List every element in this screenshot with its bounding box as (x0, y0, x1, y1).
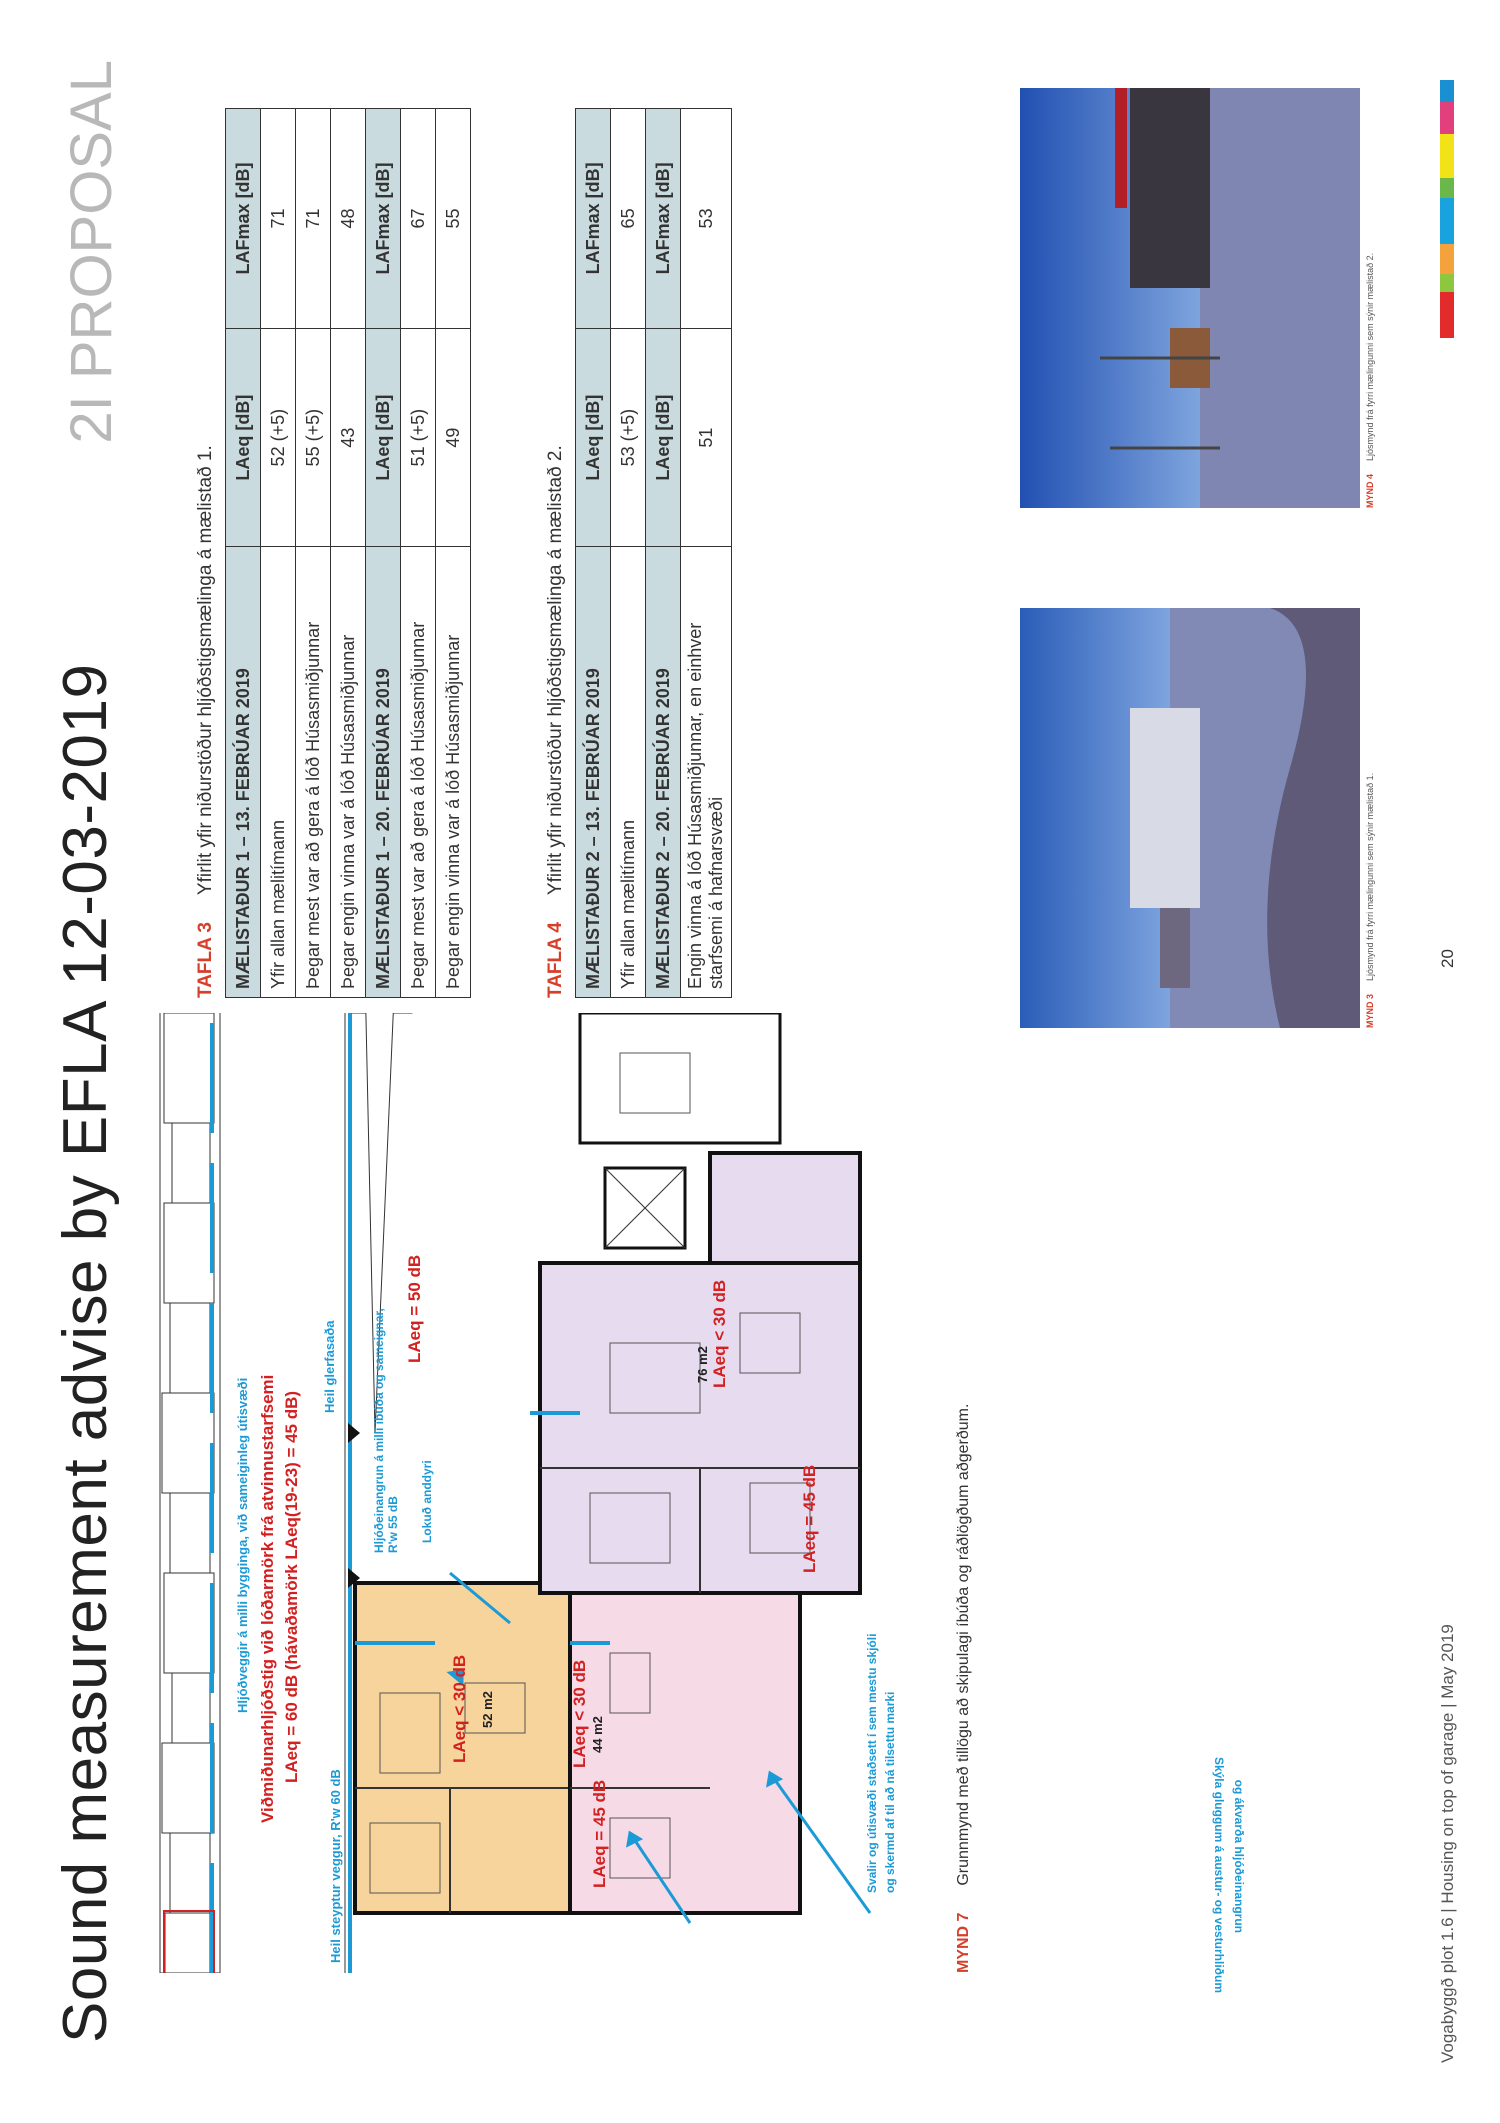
table-4-heading (545, 108, 567, 998)
table-cell-label: Þegar mest var að gera á lóð Húsasmiðjunnar (296, 547, 331, 998)
table-cell-value: LAeq [dB] (366, 328, 401, 547)
table-4-caption: Yfirlit yfir niðurstöður hljóðstigsmælinga á mælistað 2. (545, 445, 566, 896)
photo-mynd-3-label: MYND 3 (1365, 993, 1375, 1028)
table-cell-label: MÆLISTAÐUR 2 – 13. FEBRÚAR 2019 (576, 547, 611, 998)
table-3-caption: Yfirlit yfir niðurstöður hljóðstigsmælinga á mælistað 1. (195, 445, 216, 896)
photo-mynd-4-label: MYND 4 (1365, 473, 1375, 508)
table-cell-value: LAFmax [dB] (646, 109, 681, 329)
table-cell-label: Engin vinna á lóð Húsasmiðjunnar, en einhver starfsemi á hafnarsvæði (681, 547, 732, 998)
table-cell-value: 67 (401, 109, 436, 329)
table-cell-value: 48 (331, 109, 366, 329)
table-cell-value: 71 (261, 109, 296, 329)
noise-limit-line2: LAeq = 60 dB (hávaðamörk LAeq(19-23) = 45 dB) (282, 1390, 301, 1783)
photo-mynd-3-text: Ljósmynd frá fyrri mælingunni sem sýnir mælistað 1. (1365, 772, 1375, 981)
page-title: Sound measurement advise by EFLA 12-03-2019 (51, 663, 120, 2043)
photo-mynd-3 (1020, 608, 1360, 1028)
table-3-heading (195, 108, 217, 998)
table-cell-value: 52 (+5) (261, 328, 296, 547)
balcony-label-line2: og skermd af til að ná tilsettu marki (883, 1691, 897, 1893)
photo-mynd-3-caption (1365, 773, 1375, 1028)
table-cell-value: 65 (611, 109, 646, 329)
table-header-row (576, 109, 611, 998)
table-row (436, 109, 471, 998)
table-cell-label: MÆLISTAÐUR 2 – 20. FEBRÚAR 2019 (646, 547, 681, 998)
concrete-wall-label: Heil steyptur veggur, R'w 60 dB (328, 1769, 343, 1963)
area-52-label: 52 m2 (480, 1691, 495, 1728)
laeq-30-label-b: LAeq < 30 dB (570, 1659, 589, 1768)
section-label: 2I PROPOSAL (59, 60, 124, 444)
table-cell-label: MÆLISTAÐUR 1 – 20. FEBRÚAR 2019 (366, 547, 401, 998)
color-bar-segment (1440, 134, 1454, 178)
table-cell-label: Þegar mest var að gera á lóð Húsasmiðjunnar (401, 547, 436, 998)
table-cell-value: LAFmax [dB] (226, 109, 261, 329)
figure-7-label: MYND 7 (955, 1912, 972, 1973)
table-cell-label: MÆLISTAÐUR 1 – 13. FEBRÚAR 2019 (226, 547, 261, 998)
color-bar-segment (1440, 178, 1454, 198)
table-header-row (226, 109, 261, 998)
table-header-row (366, 109, 401, 998)
floor-plan (150, 1013, 1350, 1993)
balcony-label-line1: Svalir og útisvæði staðsett í sem mestu skjóli (865, 1633, 879, 1893)
laeq-30-label-a: LAeq < 30 dB (450, 1654, 469, 1763)
lobby-label: Lokuð anddyri (420, 1460, 434, 1543)
table-cell-label: Yfir allan mælitímann (611, 547, 646, 998)
table-row (261, 109, 296, 998)
photo-mynd-4 (1020, 88, 1360, 508)
footer-text: Vogabyggð plot 1.6 | Housing on top of garage | May 2019 (1438, 1624, 1457, 2063)
laeq-45-label-b: LAeq = 45 dB (800, 1464, 819, 1573)
table-cell-value: LAeq [dB] (576, 328, 611, 546)
page-number: 20 (1438, 949, 1457, 968)
table-cell-value: 53 (681, 109, 732, 329)
table-cell-value: 55 (+5) (296, 328, 331, 547)
table-row (681, 109, 732, 998)
photo-mynd-3-image (1020, 608, 1360, 1028)
table-cell-value: 51 (681, 328, 732, 546)
table-cell-value: 71 (296, 109, 331, 329)
table-cell-value: 43 (331, 328, 366, 547)
table-4 (575, 108, 732, 998)
table-row (296, 109, 331, 998)
table-cell-value: 49 (436, 328, 471, 547)
table-cell-value: 55 (436, 109, 471, 329)
photo-mynd-4-image (1020, 88, 1360, 508)
table-cell-value: LAeq [dB] (226, 328, 261, 547)
table-4-block (545, 108, 732, 998)
insulation-label: Hljóðeinangrun á milli íbúða og sameignar, R'w 55 dB (372, 1308, 400, 1553)
area-76-label: 76 m2 (695, 1346, 710, 1383)
table-3-block (195, 108, 471, 998)
table-3 (225, 108, 471, 998)
table-cell-label: Þegar engin vinna var á lóð Húsasmiðjunnar (331, 547, 366, 998)
table-cell-value: 53 (+5) (611, 328, 646, 546)
area-44-label: 44 m2 (590, 1716, 605, 1753)
table-row (611, 109, 646, 998)
color-bar-segment (1440, 274, 1454, 292)
table-cell-value: LAFmax [dB] (576, 109, 611, 329)
laeq-45-label-a: LAeq = 45 dB (590, 1779, 609, 1888)
table-3-label: TAFLA 3 (195, 922, 216, 998)
noise-limit-line1: Viðmiðunarhljóðstig við lóðarmörk frá atvinnustarfsemi (258, 1374, 277, 1823)
color-bar-segment (1440, 102, 1454, 134)
color-bar-segment (1440, 198, 1454, 244)
shield-label-line2: og ákvarða hljóðeinangrun (1232, 1779, 1246, 1933)
color-bar-segment (1440, 244, 1454, 274)
table-header-row (646, 109, 681, 998)
figure-7-caption (955, 1404, 973, 1973)
color-bar-segment (1440, 292, 1454, 338)
table-row (331, 109, 366, 998)
table-cell-value: 51 (+5) (401, 328, 436, 547)
table-cell-value: LAFmax [dB] (366, 109, 401, 329)
color-bar-segment (1440, 80, 1454, 102)
glass-facade-label: Heil glerfasaða (322, 1320, 337, 1413)
laeq-30-label-c: LAeq < 30 dB (710, 1279, 729, 1388)
figure-7-text: Grunnmynd með tillögu að skipulagi íbúða og ráðlögðum aðgerðum. (955, 1403, 972, 1886)
table-cell-value: LAeq [dB] (646, 328, 681, 546)
photo-mynd-4-caption (1365, 253, 1375, 508)
table-cell-label: Þegar engin vinna var á lóð Húsasmiðjunnar (436, 547, 471, 998)
laeq-50-label: LAeq = 50 dB (405, 1254, 424, 1363)
table-4-label: TAFLA 4 (545, 922, 566, 998)
table-row (401, 109, 436, 998)
photo-mynd-4-text: Ljósmynd frá fyrri mælingunni sem sýnir mælistað 2. (1365, 252, 1375, 461)
color-bar (1440, 58, 1454, 338)
table-cell-label: Yfir allan mælitímann (261, 547, 296, 998)
shield-label-line1: Skýla gluggum á austur- og vesturhliðum (1212, 1756, 1226, 1993)
wall-label: Hljóðveggir á milli bygginga, við sameiginleg útisvæði (235, 1377, 250, 1713)
